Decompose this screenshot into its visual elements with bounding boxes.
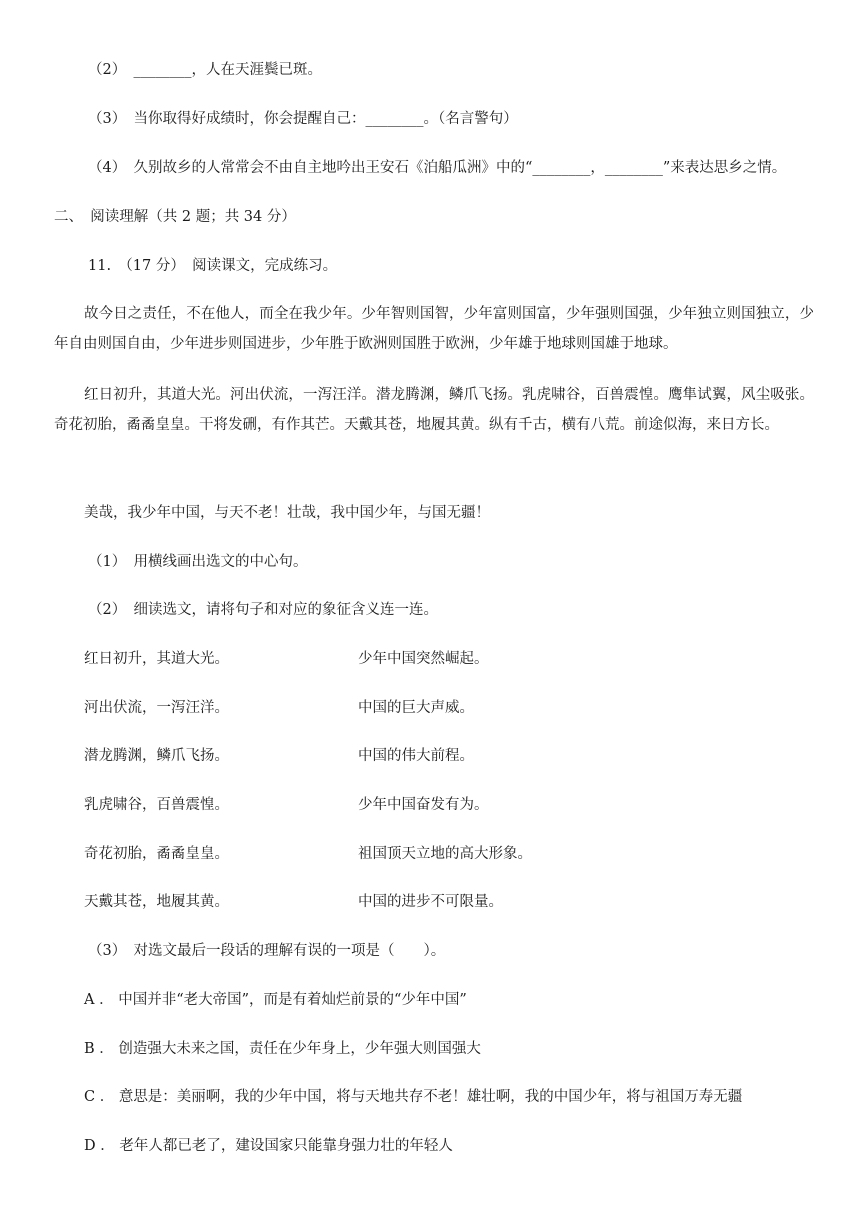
passage-paragraph-1: 故今日之责任，不在他人，而全在我少年。少年智则国智，少年富则国富，少年强则国强，少年独立则国独立，少年自由则国自由，少年进步则国进步，少年胜于欧洲则国胜于欧洲，少年雄于地球则国雄于地球。 xyxy=(54,306,814,352)
sub-question-3: （3） 对选文最后一段话的理解有误的一项是（ ）。 xyxy=(88,943,446,959)
match-left-item: 河出伏流，一泻汪洋。 xyxy=(84,700,229,716)
q10-item-4: （4） 久别故乡的人常常会不由自主地吟出王安石《泊船瓜洲》中的“________，________”来表达思乡之情。 xyxy=(88,160,787,176)
match-left-item: 天戴其苍，地履其黄。 xyxy=(84,894,229,910)
match-left-item: 奇花初胎，矞矞皇皇。 xyxy=(84,846,229,862)
match-left-item: 乳虎啸谷，百兽震惶。 xyxy=(84,797,229,813)
match-right-item: 少年中国奋发有为。 xyxy=(358,797,489,813)
sub-question-1: （1） 用横线画出选文的中心句。 xyxy=(88,554,308,570)
sub-question-2: （2） 细读选文，请将句子和对应的象征含义连一连。 xyxy=(88,602,438,618)
q10-item-2: （2） ________，人在天涯鬓已斑。 xyxy=(88,62,322,78)
q10-item-3: （3） 当你取得好成绩时，你会提醒自己：________。（名言警句） xyxy=(88,111,518,127)
option-b: B ． 创造强大未来之国，责任在少年身上，少年强大则国强大 xyxy=(84,1041,481,1057)
match-right-item: 中国的巨大声威。 xyxy=(358,700,474,716)
option-a: A ． 中国并非“老大帝国”，而是有着灿烂前景的“少年中国” xyxy=(84,992,467,1008)
match-right-item: 少年中国突然崛起。 xyxy=(358,651,489,667)
q11-stem: 11. （17 分） 阅读课文，完成练习。 xyxy=(88,258,338,274)
match-left-item: 潜龙腾渊，鳞爪飞扬。 xyxy=(84,748,229,764)
passage-paragraph-3: 美哉，我少年中国，与天不老！壮哉，我中国少年，与国无疆！ xyxy=(84,505,490,521)
option-c: C ． 意思是：美丽啊，我的少年中国，将与天地共存不老！雄壮啊，我的中国少年，将与祖国万寿无疆 xyxy=(84,1089,743,1105)
match-right-item: 祖国顶天立地的高大形象。 xyxy=(358,846,532,862)
option-d: D ． 老年人都已老了，建设国家只能靠身强力壮的年轻人 xyxy=(84,1138,453,1154)
match-left-item: 红日初升，其道大光。 xyxy=(84,651,229,667)
section-title: 二、 阅读理解（共 2 题；共 34 分） xyxy=(54,209,296,225)
passage-paragraph-2: 红日初升，其道大光。河出伏流，一泻汪洋。潜龙腾渊，鳞爪飞扬。乳虎啸谷，百兽震惶。鹰隼试翼，风尘吸张。奇花初胎，矞矞皇皇。干将发硎，有作其芒。天戴其苍，地履其黄。纵有千古，横有八荒。前途似海，来日方长。 xyxy=(54,387,814,433)
match-right-item: 中国的伟大前程。 xyxy=(358,748,474,764)
match-right-item: 中国的进步不可限量。 xyxy=(358,894,503,910)
